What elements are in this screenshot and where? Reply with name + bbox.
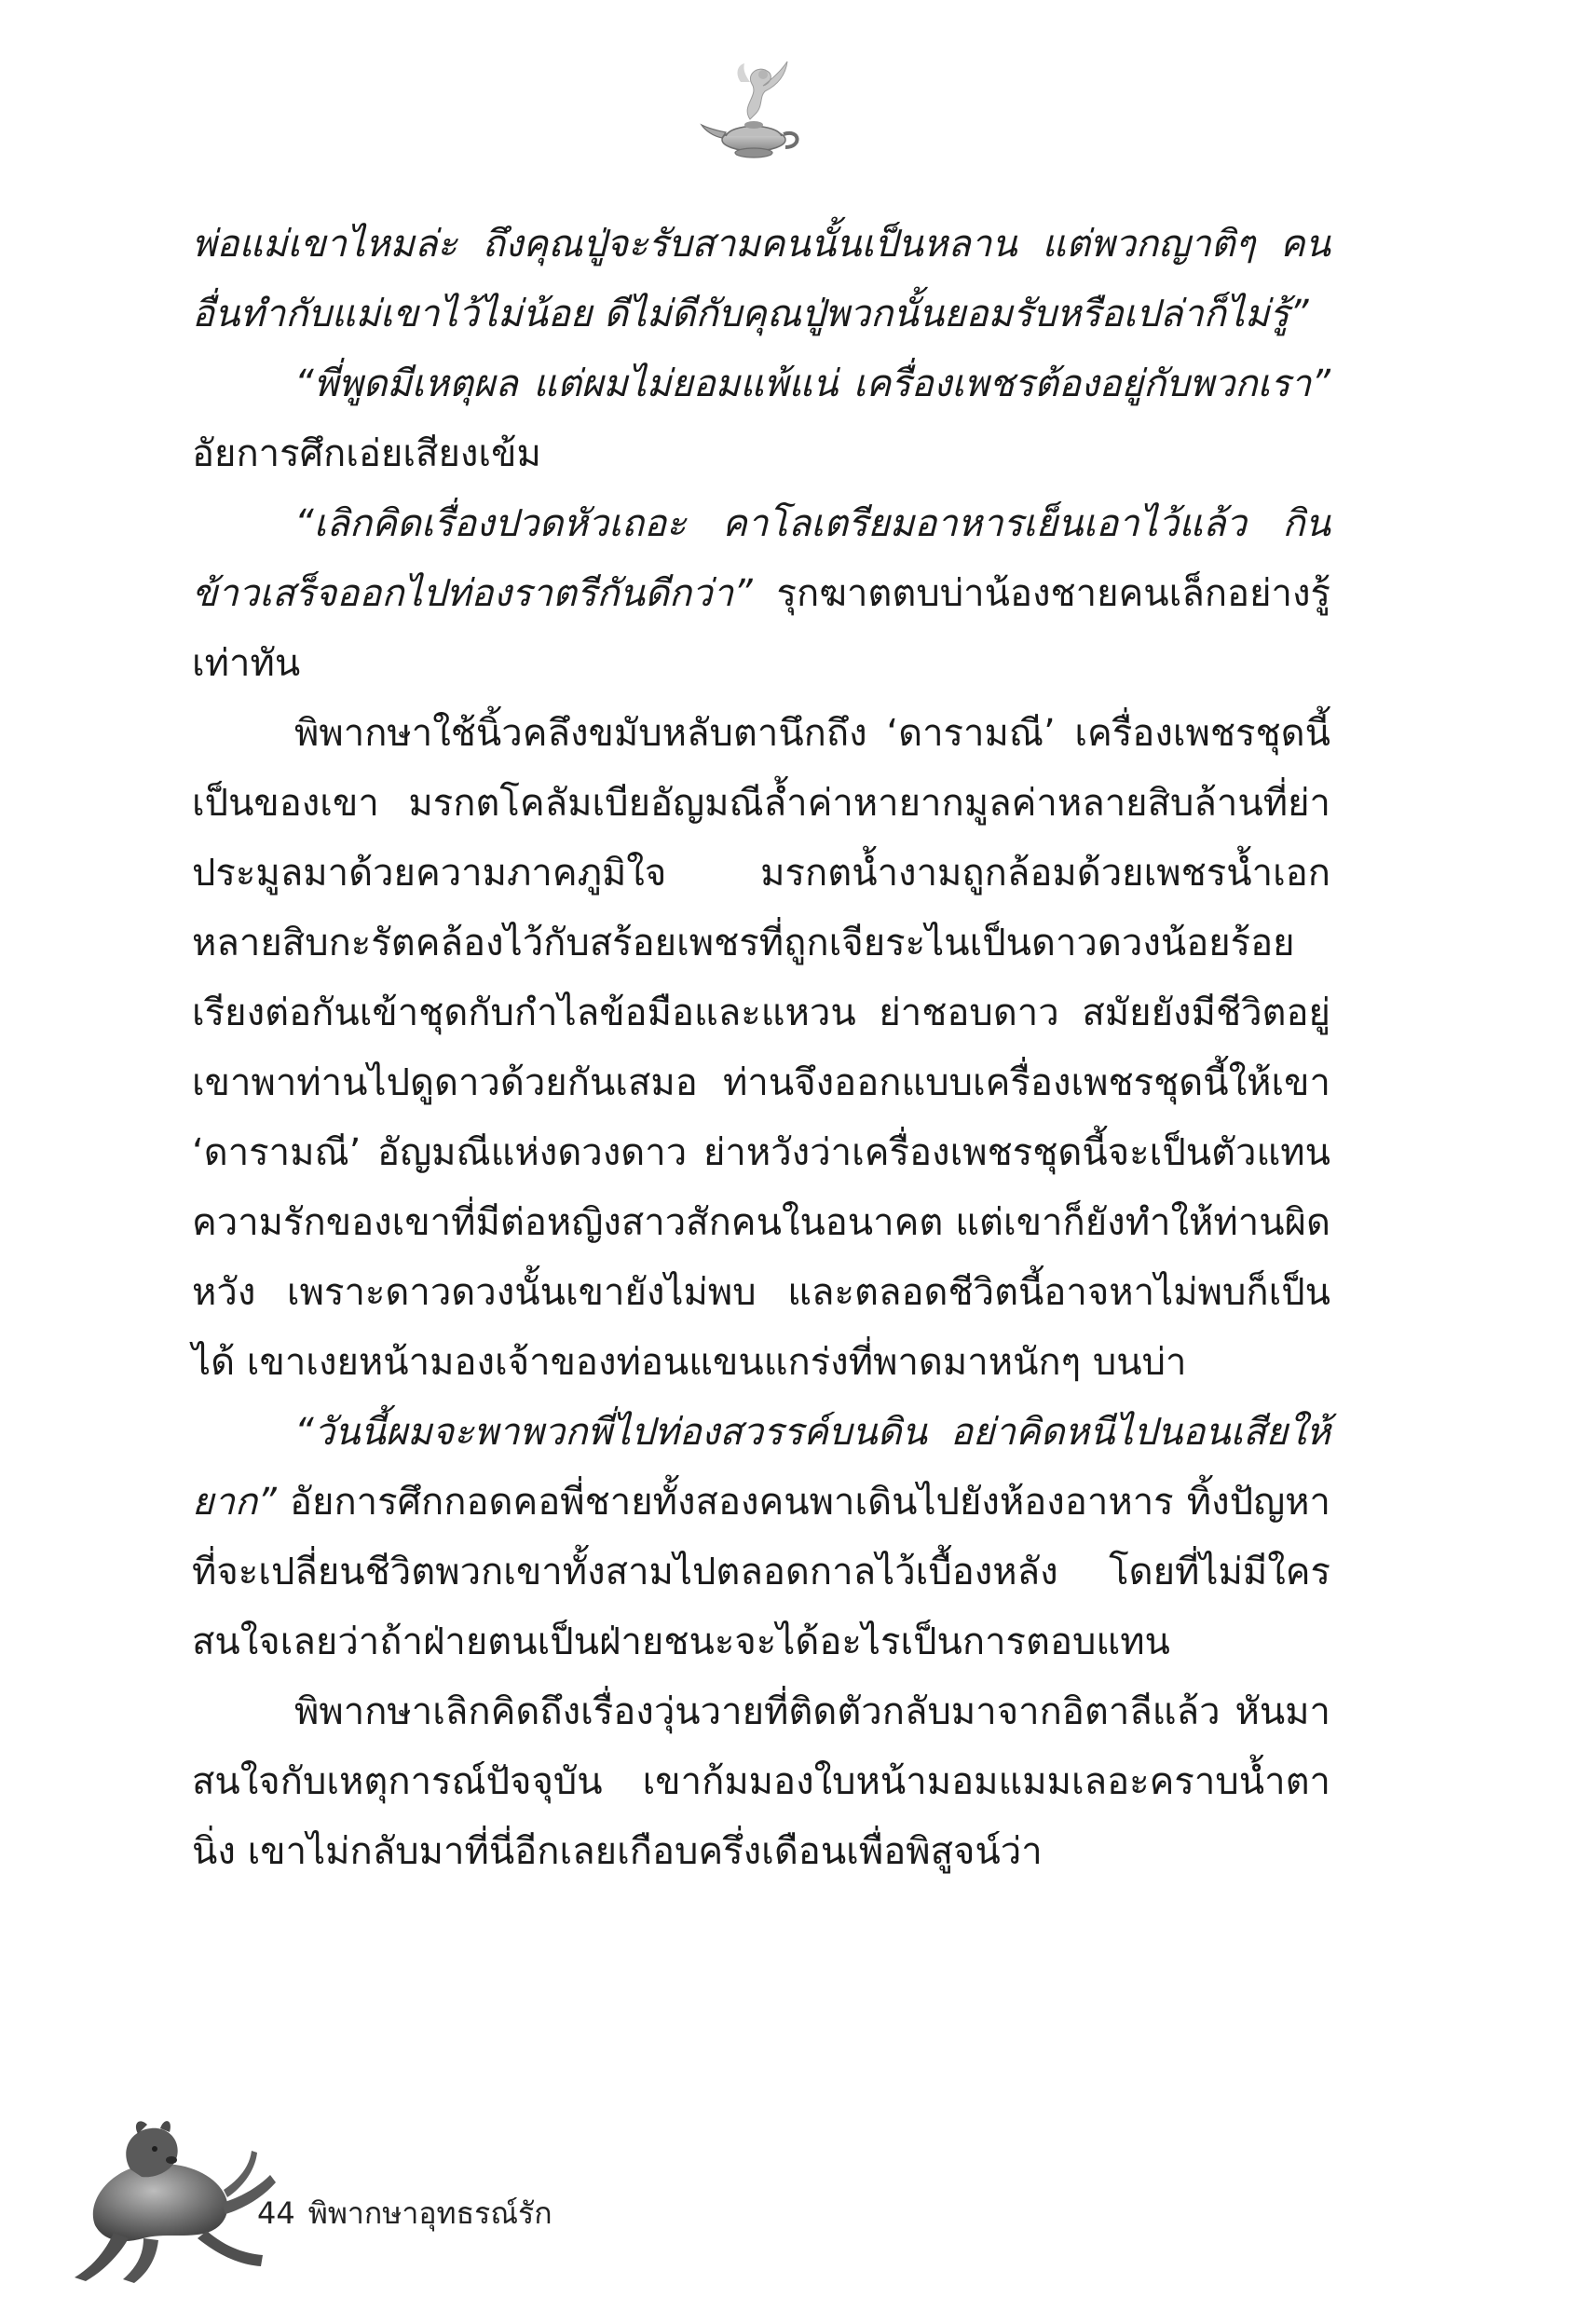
paragraph — [192, 1398, 1330, 1677]
narration-text: พิพากษาเลิกคิดถึงเรื่องวุ่นวายที่ติดตัวกลับมาจากอิตาลีแล้ว หันมาสนใจกับเหตุการณ์ปัจจุบัน เขาก้มมองใบหน้ามอมแมมเลอะคราบน้ำตานิ่ง เขาไม่กลับมาที่นี่อีกเลยเกือบครึ่งเดือนเพื่อพิสูจน์ว่า — [192, 1690, 1330, 1873]
paragraph — [192, 210, 1330, 349]
book-title: พิพากษาอุทธรณ์รัก — [307, 2195, 552, 2231]
dialogue-text: “เลิกคิดเรื่องปวดหัวเถอะ คาโลเตรียมอาหารเย็นเอาไว้แล้ว กินข้าวเสร็จออกไปท่องราตรีกันดีกว่า” — [192, 502, 1330, 615]
page-footer — [257, 2195, 566, 2232]
narration-text: รุกฆาตตบบ่าน้องชายคนเล็กอย่างรู้เท่าทัน — [192, 572, 1330, 685]
dialogue-text: พ่อแม่เขาไหมล่ะ ถึงคุณปู่จะรับสามคนนั้นเป็นหลาน แต่พวกญาติๆ คนอื่นทำกับแม่เขาไว้ไม่น้อย ดีไม่ดีกับคุณปู่พวกนั้นยอมรับหรือเปล่าก็ไม่รู้” — [192, 223, 1330, 335]
paragraph — [192, 699, 1330, 1398]
paragraph — [192, 349, 1330, 489]
narration-text: อัยการศึกกอดคอพี่ชายทั้งสองคนพาเดินไปยังห้องอาหาร ทิ้งปัญหาที่จะเปลี่ยนชีวิตพวกเขาทั้งสามไปตลอดกาลไว้เบื้องหลัง โดยที่ไม่มีใครสนใจเลยว่าถ้าฝ่ายตนเป็นฝ่ายชนะจะได้อะไรเป็นการตอบแทน — [192, 1481, 1330, 1663]
narration-text: พิพากษาใช้นิ้วคลึงขมับหลับตานึกถึง ‘ดารามณี’ เครื่องเพชรชุดนี้เป็นของเขา มรกตโคลัมเบียอัญมณีล้ำค่าหายากมูลค่าหลายสิบล้านที่ย่าประมูลมาด้วยความภาคภูมิใจ มรกตน้ำงามถูกล้อมด้วยเพชรน้ำเอกหลายสิบกะรัตคล้องไว้กับสร้อยเพชรที่ถูกเจียระไนเป็นดาวดวงน้อยร้อยเรียงต่อกันเข้าชุดกับกำไลข้อมือและแหวน ย่าชอบดาว สมัยยังมีชีวิตอยู่เขาพาท่านไปดูดาวด้วยกันเสมอ ท่านจึงออกแบบเครื่องเพชรชุดนี้ให้เขา ‘ดารามณี’ อัญมณีแห่งดวงดาว ย่าหวังว่าเครื่องเพชรชุดนี้จะเป็นตัวแทนความรักของเขาที่มีต่อหญิงสาวสักคนในอนาคต แต่เขาก็ยังทำให้ท่านผิดหวัง เพราะดาวดวงนั้นเขายังไม่พบ และตลอดชีวิตนี้อาจหาไม่พบก็เป็นได้ เขาเงยหน้ามองเจ้าของท่อนแขนแกร่งที่พาดมาหนักๆ บนบ่า — [192, 712, 1330, 1384]
narration-text: อัยการศึกเอ่ยเสียงเข้ม — [192, 432, 541, 475]
page-number: 44 — [257, 2195, 295, 2231]
lamp-fairy-ornament-icon — [694, 54, 815, 166]
dog-illustration-icon — [58, 2113, 281, 2286]
paragraph — [192, 1677, 1330, 1887]
dialogue-text: “วันนี้ผมจะพาพวกพี่ไปท่องสวรรค์บนดิน อย่าคิดหนีไปนอนเสียให้ยาก” — [192, 1411, 1330, 1524]
body-text — [192, 210, 1330, 1887]
paragraph — [192, 489, 1330, 699]
dialogue-text: “พี่พูดมีเหตุผล แต่ผมไม่ยอมแพ้แน่ เครื่องเพชรต้องอยู่กับพวกเรา” — [294, 362, 1330, 405]
